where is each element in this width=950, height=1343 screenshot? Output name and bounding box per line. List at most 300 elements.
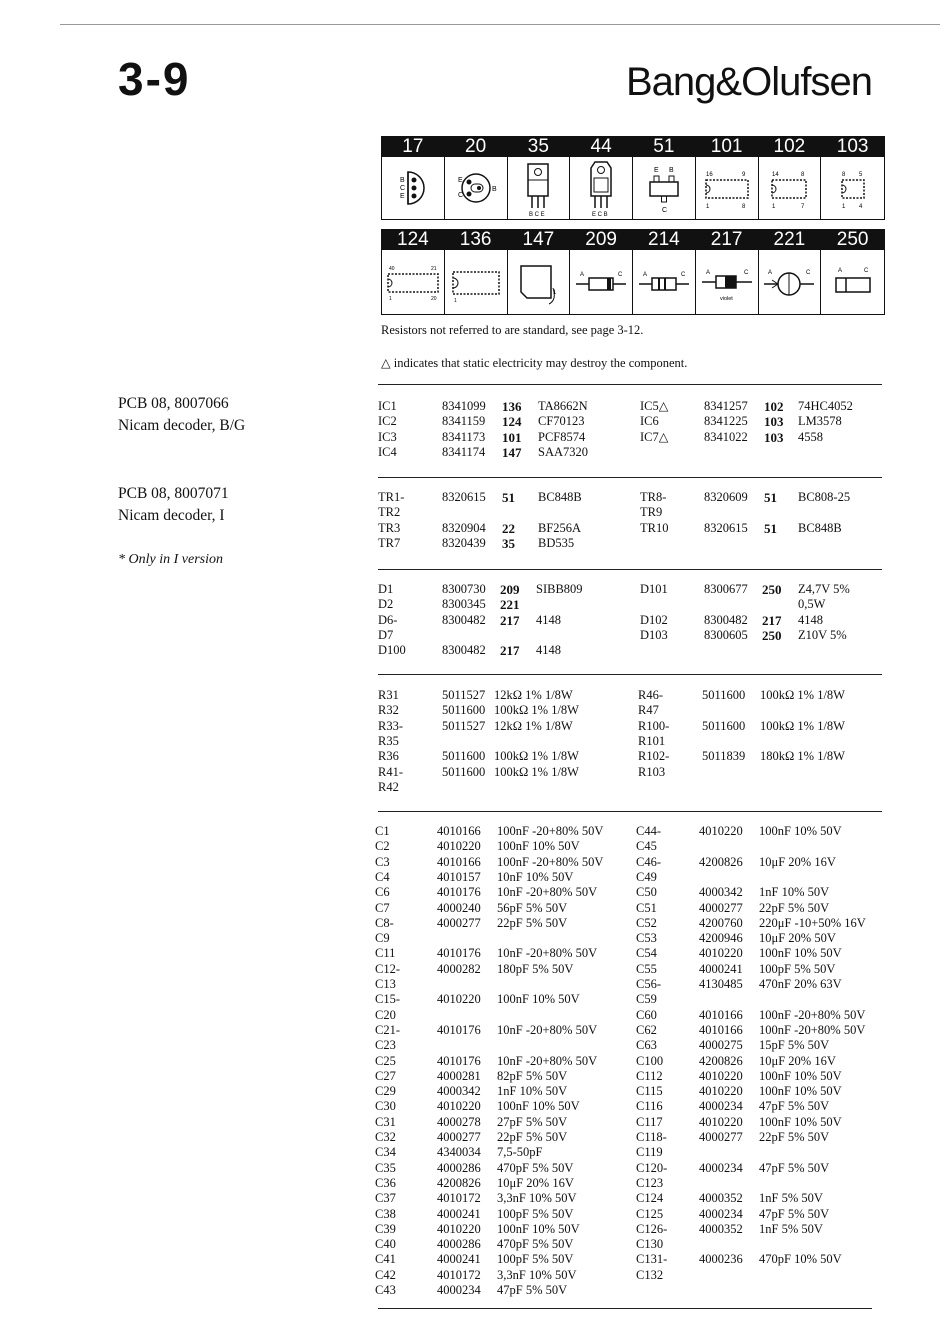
part-ref: D7 (378, 627, 394, 642)
part-ref: C9 (375, 931, 390, 946)
dil40-icon (386, 252, 440, 312)
part-desc: 22pF 5% 50V (759, 900, 830, 915)
to220-icon (574, 158, 628, 218)
part-ref: R31 (378, 688, 399, 702)
svg-text:1: 1 (453, 298, 457, 304)
part-desc: 470pF 5% 50V (497, 1160, 574, 1175)
part-no: 8320615 (704, 520, 748, 535)
part-ref: C54 (636, 946, 657, 961)
pcb-heading-bg (118, 393, 245, 437)
part-no: 4010220 (699, 1114, 743, 1129)
part-desc: 100kΩ 1% 1/8W (760, 718, 845, 733)
part-desc: 100pF 5% 50V (497, 1252, 574, 1267)
part-ref: R32 (378, 703, 399, 718)
part-desc: 15pF 5% 50V (759, 1038, 830, 1053)
part-no: 4200826 (699, 854, 743, 869)
part-desc: 470pF 10% 50V (759, 1252, 842, 1267)
pcb-title: PCB 08, 8007071 (118, 485, 229, 502)
package-number: 221 (759, 230, 821, 250)
svg-text:7: 7 (801, 204, 805, 210)
part-desc: BD535 (538, 535, 575, 550)
part-desc: 10nF -20+80% 50V (497, 946, 598, 961)
part-no: 4000352 (699, 1191, 743, 1206)
part-no: 4000241 (437, 1252, 481, 1267)
svg-text:C: C (457, 192, 463, 199)
part-ref: TR2 (378, 505, 401, 520)
part-ref: C25 (375, 1053, 396, 1068)
part-ref: R36 (378, 749, 399, 764)
part-ref: R100- (638, 718, 670, 733)
part-ref: C100 (636, 1053, 664, 1068)
part-ref: C37 (375, 1191, 396, 1206)
svg-text:C: C (863, 268, 868, 274)
part-desc: 12kΩ 1% 1/8W (494, 688, 573, 702)
part-no: 8300677 (704, 582, 748, 596)
part-desc: BC848B (538, 490, 582, 504)
part-desc: 100pF 5% 50V (759, 961, 836, 976)
svg-text:B: B (491, 186, 497, 193)
part-desc: 56pF 5% 50V (497, 900, 568, 915)
part-ref: C60 (636, 1007, 657, 1022)
sot23-icon (637, 158, 691, 218)
part-no: 4000342 (699, 885, 743, 900)
part-no: 8341257 (704, 399, 748, 413)
part-no: 4000241 (699, 961, 743, 976)
package-221 (759, 230, 822, 314)
part-desc: 100nF -20+80% 50V (759, 1007, 866, 1022)
package-124 (382, 230, 445, 314)
part-desc: 4148 (536, 612, 561, 627)
part-pkg: 51 (764, 520, 777, 536)
package-number: 102 (759, 137, 821, 157)
part-ref: C20 (375, 1007, 396, 1022)
part-desc: 1nF 5% 50V (759, 1221, 823, 1236)
package-102 (759, 137, 822, 219)
svg-text:8: 8 (741, 204, 745, 210)
part-desc: 100nF 10% 50V (759, 824, 842, 838)
diode-axial-icon (574, 252, 628, 312)
part-ref: C52 (636, 915, 657, 930)
part-desc: SAA7320 (538, 444, 589, 459)
part-pkg: 51 (502, 490, 515, 505)
part-ref: R35 (378, 733, 399, 748)
part-no: 4010176 (437, 885, 481, 900)
package-grid-row1 (381, 136, 885, 220)
package-number: 103 (821, 137, 884, 157)
part-ref: C13 (375, 977, 396, 991)
package-number: 214 (633, 230, 695, 250)
part-no: 4000282 (437, 961, 481, 976)
part-ref: C44- (636, 824, 661, 838)
part-ref: C62 (636, 1022, 657, 1037)
svg-text:E: E (399, 193, 405, 200)
part-pkg: 209 (500, 582, 520, 597)
part-desc: 100kΩ 1% 1/8W (494, 764, 579, 779)
package-147 (508, 230, 571, 314)
svg-text:5: 5 (858, 172, 862, 178)
part-pkg: 51 (764, 490, 777, 505)
part-no: 4000352 (699, 1221, 743, 1236)
part-ref: C45 (636, 839, 657, 854)
part-no: 4000281 (437, 1068, 481, 1083)
to126-icon (511, 158, 565, 218)
part-ref: R41- (378, 764, 403, 779)
svg-text:A: A (768, 270, 773, 276)
part-desc: 10μF 20% 16V (759, 1053, 836, 1068)
part-ref: C34 (375, 1145, 396, 1160)
divider (378, 674, 882, 675)
part-desc: 47pF 5% 50V (759, 1206, 830, 1221)
part-ref: C40 (375, 1237, 396, 1252)
part-no: 8341159 (442, 414, 486, 429)
part-pkg: 103 (764, 414, 784, 430)
part-no: 8320904 (442, 520, 486, 535)
part-desc: 100kΩ 1% 1/8W (494, 703, 579, 718)
package-number: 17 (382, 137, 444, 157)
part-desc: 1nF 10% 50V (759, 885, 830, 900)
pcb-subtitle: Nicam decoder, B/G (118, 417, 246, 434)
part-ref: C1 (375, 824, 390, 838)
part-ref: C36 (375, 1175, 396, 1190)
part-desc: 10μF 20% 16V (497, 1175, 574, 1190)
part-ref: C11 (375, 946, 396, 961)
part-no: 8341099 (442, 399, 486, 413)
part-ref: TR9 (640, 505, 663, 520)
part-no: 4010176 (437, 946, 481, 961)
part-ref: C43 (375, 1283, 396, 1297)
part-no: 8300605 (704, 627, 748, 642)
part-no: 4000240 (437, 900, 481, 915)
part-ref: C3 (375, 854, 390, 869)
part-no: 4010166 (699, 1007, 743, 1022)
transistor-section (378, 490, 882, 554)
part-desc: 10nF -20+80% 50V (497, 885, 598, 900)
divider (378, 811, 882, 812)
part-desc: 10nF -20+80% 50V (497, 1053, 598, 1068)
part-ref: C112 (636, 1068, 663, 1083)
package-103 (821, 137, 884, 219)
part-ref: C27 (375, 1068, 396, 1083)
part-pkg: 136 (502, 399, 522, 414)
part-no: 5011600 (442, 749, 486, 764)
part-ref: C2 (375, 839, 390, 854)
diode-glass-icon (700, 252, 754, 312)
part-desc: 22pF 5% 50V (759, 1130, 830, 1144)
part-pkg: 35 (502, 535, 515, 551)
part-no: 4010220 (699, 1068, 743, 1083)
part-desc: 100nF -20+80% 50V (497, 824, 604, 838)
part-no: 4000277 (699, 900, 743, 915)
part-no: 4010176 (437, 1053, 481, 1068)
svg-text:A: A (705, 270, 710, 276)
pcb-subtitle: Nicam decoder, I (118, 507, 225, 524)
svg-text:1: 1 (841, 204, 845, 210)
part-ref: D2 (378, 597, 394, 612)
part-ref: IC5△ (640, 399, 669, 413)
part-no: 8320615 (442, 490, 486, 504)
part-ref: C124 (636, 1191, 664, 1206)
part-ref: C63 (636, 1038, 657, 1053)
part-no: 4010166 (437, 854, 481, 869)
part-no: 8300482 (442, 643, 486, 658)
resistor-note: Resistors not referred to are standard, see page 3-12. (381, 323, 644, 337)
part-ref: C8- (375, 915, 394, 930)
part-ref: C31 (375, 1114, 396, 1129)
svg-text:8: 8 (801, 172, 805, 178)
part-no: 4200946 (699, 931, 743, 946)
part-pkg: 103 (764, 429, 784, 445)
svg-text:21: 21 (430, 266, 437, 272)
part-no: 4010176 (437, 1022, 481, 1037)
part-no: 4010220 (699, 824, 743, 838)
part-desc: PCF8574 (538, 429, 586, 444)
part-desc: Z10V 5% (798, 627, 847, 642)
part-no: 8341174 (442, 444, 486, 459)
part-desc: BC848B (798, 520, 842, 535)
part-no: 4000277 (699, 1130, 743, 1144)
part-no: 8320609 (704, 490, 748, 504)
part-desc: 1nF 10% 50V (497, 1084, 568, 1099)
part-desc: LM3578 (798, 414, 842, 429)
part-desc: 12kΩ 1% 1/8W (494, 718, 573, 733)
part-no: 8300345 (442, 597, 486, 612)
part-ref: R47 (638, 703, 659, 718)
dil-wide-icon (449, 252, 503, 312)
svg-text:8: 8 (841, 172, 845, 178)
part-ref: C38 (375, 1206, 396, 1221)
part-desc: 100kΩ 1% 1/8W (494, 749, 579, 764)
part-desc: 10μF 20% 50V (759, 931, 836, 946)
part-desc: BC808-25 (798, 490, 851, 504)
part-desc: 3,3nF 10% 50V (497, 1191, 577, 1206)
part-no: 4000275 (699, 1038, 743, 1053)
part-desc: 4148 (798, 612, 823, 627)
part-desc: 180kΩ 1% 1/8W (760, 749, 845, 764)
part-desc: 27pF 5% 50V (497, 1114, 568, 1129)
part-desc: 100nF 10% 50V (497, 992, 580, 1007)
svg-text:C: C (743, 270, 748, 276)
part-desc: 100nF 10% 50V (759, 946, 842, 961)
dil14-icon (762, 158, 816, 218)
part-pkg: 22 (502, 520, 515, 536)
part-ref: D1 (378, 582, 394, 596)
part-desc: CF70123 (538, 414, 585, 429)
part-ref: C125 (636, 1206, 664, 1221)
part-pkg: 102 (764, 399, 784, 414)
page-number: 3-9 (118, 53, 191, 105)
part-ref: R33- (378, 718, 403, 733)
static-note: △ indicates that static electricity may destroy the component. (381, 356, 688, 370)
part-ref: C12- (375, 961, 400, 976)
part-desc: 74HC4052 (798, 399, 853, 413)
diode-round-icon (762, 252, 816, 312)
part-desc: 100nF -20+80% 50V (759, 1022, 866, 1037)
part-ref: C132 (636, 1267, 664, 1282)
part-no: 4000234 (699, 1099, 743, 1114)
brand-logo: Bang&Olufsen (626, 60, 872, 104)
part-ref: C30 (375, 1099, 396, 1114)
part-no: 8341225 (704, 414, 748, 429)
part-desc: 47pF 5% 50V (497, 1283, 568, 1297)
to92-side-icon (386, 158, 440, 218)
part-no: 4200760 (699, 915, 743, 930)
i-version-note: * Only in I version (118, 552, 223, 567)
part-no: 4010220 (699, 1084, 743, 1099)
divider (378, 384, 882, 385)
part-ref: C7 (375, 900, 390, 915)
dil16-icon (700, 158, 754, 218)
package-number: 124 (382, 230, 444, 250)
part-pkg: 217 (500, 643, 520, 659)
part-no: 8320439 (442, 535, 486, 550)
part-no: 4000342 (437, 1084, 481, 1099)
part-no: 8341022 (704, 429, 748, 444)
part-no: 4010220 (699, 946, 743, 961)
part-desc: 4148 (536, 643, 561, 658)
svg-text:A: A (837, 268, 842, 274)
part-ref: C15- (375, 992, 400, 1007)
part-no: 8300482 (704, 612, 748, 627)
resistor-section (378, 688, 882, 796)
part-no: 4000234 (437, 1283, 481, 1297)
svg-text:C: C (399, 185, 405, 192)
part-no: 4010172 (437, 1267, 481, 1282)
package-217 (696, 230, 759, 314)
dil8-icon (826, 158, 880, 218)
part-desc: 100nF 10% 50V (497, 1099, 580, 1114)
part-desc: Z4,7V 5% (798, 582, 850, 596)
package-250 (821, 230, 884, 314)
divider (378, 1308, 872, 1309)
top-edge-line (60, 24, 940, 25)
part-no: 4010166 (437, 824, 481, 838)
diode-section (378, 582, 882, 662)
part-ref: R46- (638, 688, 663, 702)
part-no: 5011527 (442, 718, 486, 733)
part-desc: 100pF 5% 50V (497, 1206, 574, 1221)
package-number: 44 (570, 137, 632, 157)
svg-text:C: C (661, 207, 667, 214)
part-ref: C42 (375, 1267, 396, 1282)
part-desc: 220μF -10+50% 16V (759, 915, 866, 930)
part-no: 5011527 (442, 688, 486, 702)
package-number: 250 (821, 230, 884, 250)
part-no: 4010157 (437, 869, 481, 884)
part-ref: C131- (636, 1252, 668, 1267)
package-grid-row2 (381, 229, 885, 315)
package-214 (633, 230, 696, 314)
part-desc: 100nF 10% 50V (759, 1084, 842, 1099)
svg-text:40: 40 (388, 266, 395, 272)
part-no: 4010172 (437, 1191, 481, 1206)
part-desc: 10μF 20% 16V (759, 854, 836, 869)
svg-text:B: B (399, 177, 405, 184)
svg-text:E: E (653, 167, 659, 174)
part-ref: R101 (638, 733, 666, 748)
svg-text:A: A (642, 272, 647, 278)
part-ref: C116 (636, 1099, 663, 1114)
part-ref: C130 (636, 1237, 664, 1252)
part-no: 4010220 (437, 992, 481, 1007)
svg-text:B: B (668, 167, 674, 174)
part-no: 4130485 (699, 977, 743, 991)
part-ref: D103 (640, 627, 668, 642)
package-number: 35 (508, 137, 570, 157)
part-desc: 100nF -20+80% 50V (497, 854, 604, 869)
part-ref: TR10 (640, 520, 669, 535)
package-20 (445, 137, 508, 219)
part-desc: 47pF 5% 50V (759, 1099, 830, 1114)
part-ref: TR3 (378, 520, 401, 535)
part-no: 5011600 (702, 688, 746, 702)
part-desc: TA8662N (538, 399, 588, 413)
package-44 (570, 137, 633, 219)
part-pkg: 217 (762, 612, 782, 628)
svg-text:violet: violet (719, 296, 733, 302)
package-number: 51 (633, 137, 695, 157)
package-number: 101 (696, 137, 758, 157)
part-no: 4010220 (437, 1221, 481, 1236)
svg-text:B C E: B C E (529, 212, 546, 218)
part-ref: C29 (375, 1084, 396, 1099)
part-no: 4000234 (699, 1206, 743, 1221)
svg-text:1: 1 (388, 296, 392, 302)
part-no: 5011839 (702, 749, 746, 764)
part-ref: C6 (375, 885, 390, 900)
part-ref: R103 (638, 764, 666, 779)
svg-text:14: 14 (772, 172, 780, 178)
part-ref: C59 (636, 992, 657, 1007)
part-desc: BF256A (538, 520, 582, 535)
part-desc: 7,5-50pF (497, 1145, 543, 1160)
part-ref: C23 (375, 1038, 396, 1053)
svg-text:E: E (457, 177, 463, 184)
part-no: 8300730 (442, 582, 486, 596)
part-no: 4000236 (699, 1252, 743, 1267)
svg-text:1: 1 (772, 204, 776, 210)
package-17 (382, 137, 445, 219)
part-no: 4200826 (437, 1175, 481, 1190)
part-desc: 22pF 5% 50V (497, 1130, 568, 1144)
divider (378, 477, 882, 478)
part-ref: TR1- (378, 490, 405, 504)
part-pkg: 250 (762, 627, 782, 643)
part-pkg: 221 (500, 597, 520, 613)
part-ref: C39 (375, 1221, 396, 1236)
part-ref: C51 (636, 900, 657, 915)
part-pkg: 250 (762, 582, 782, 597)
part-ref: C56- (636, 977, 661, 991)
part-no: 8300482 (442, 612, 486, 627)
part-desc: SIBB809 (536, 582, 583, 596)
part-ref: C4 (375, 869, 390, 884)
part-desc: 22pF 5% 50V (497, 915, 568, 930)
part-desc: 0,5W (798, 597, 826, 612)
svg-text:1: 1 (553, 290, 557, 296)
part-no: 4000234 (699, 1160, 743, 1175)
package-number: 147 (508, 230, 570, 250)
part-no: 4000286 (437, 1237, 481, 1252)
part-no: 4000241 (437, 1206, 481, 1221)
svg-text:4: 4 (858, 204, 862, 210)
part-desc: 4558 (798, 429, 823, 444)
part-ref: C120- (636, 1160, 668, 1175)
part-ref: C49 (636, 869, 657, 884)
svg-text:E C B: E C B (592, 212, 608, 218)
part-no: 4010220 (437, 1099, 481, 1114)
part-pkg: 147 (502, 444, 522, 460)
package-35 (508, 137, 571, 219)
